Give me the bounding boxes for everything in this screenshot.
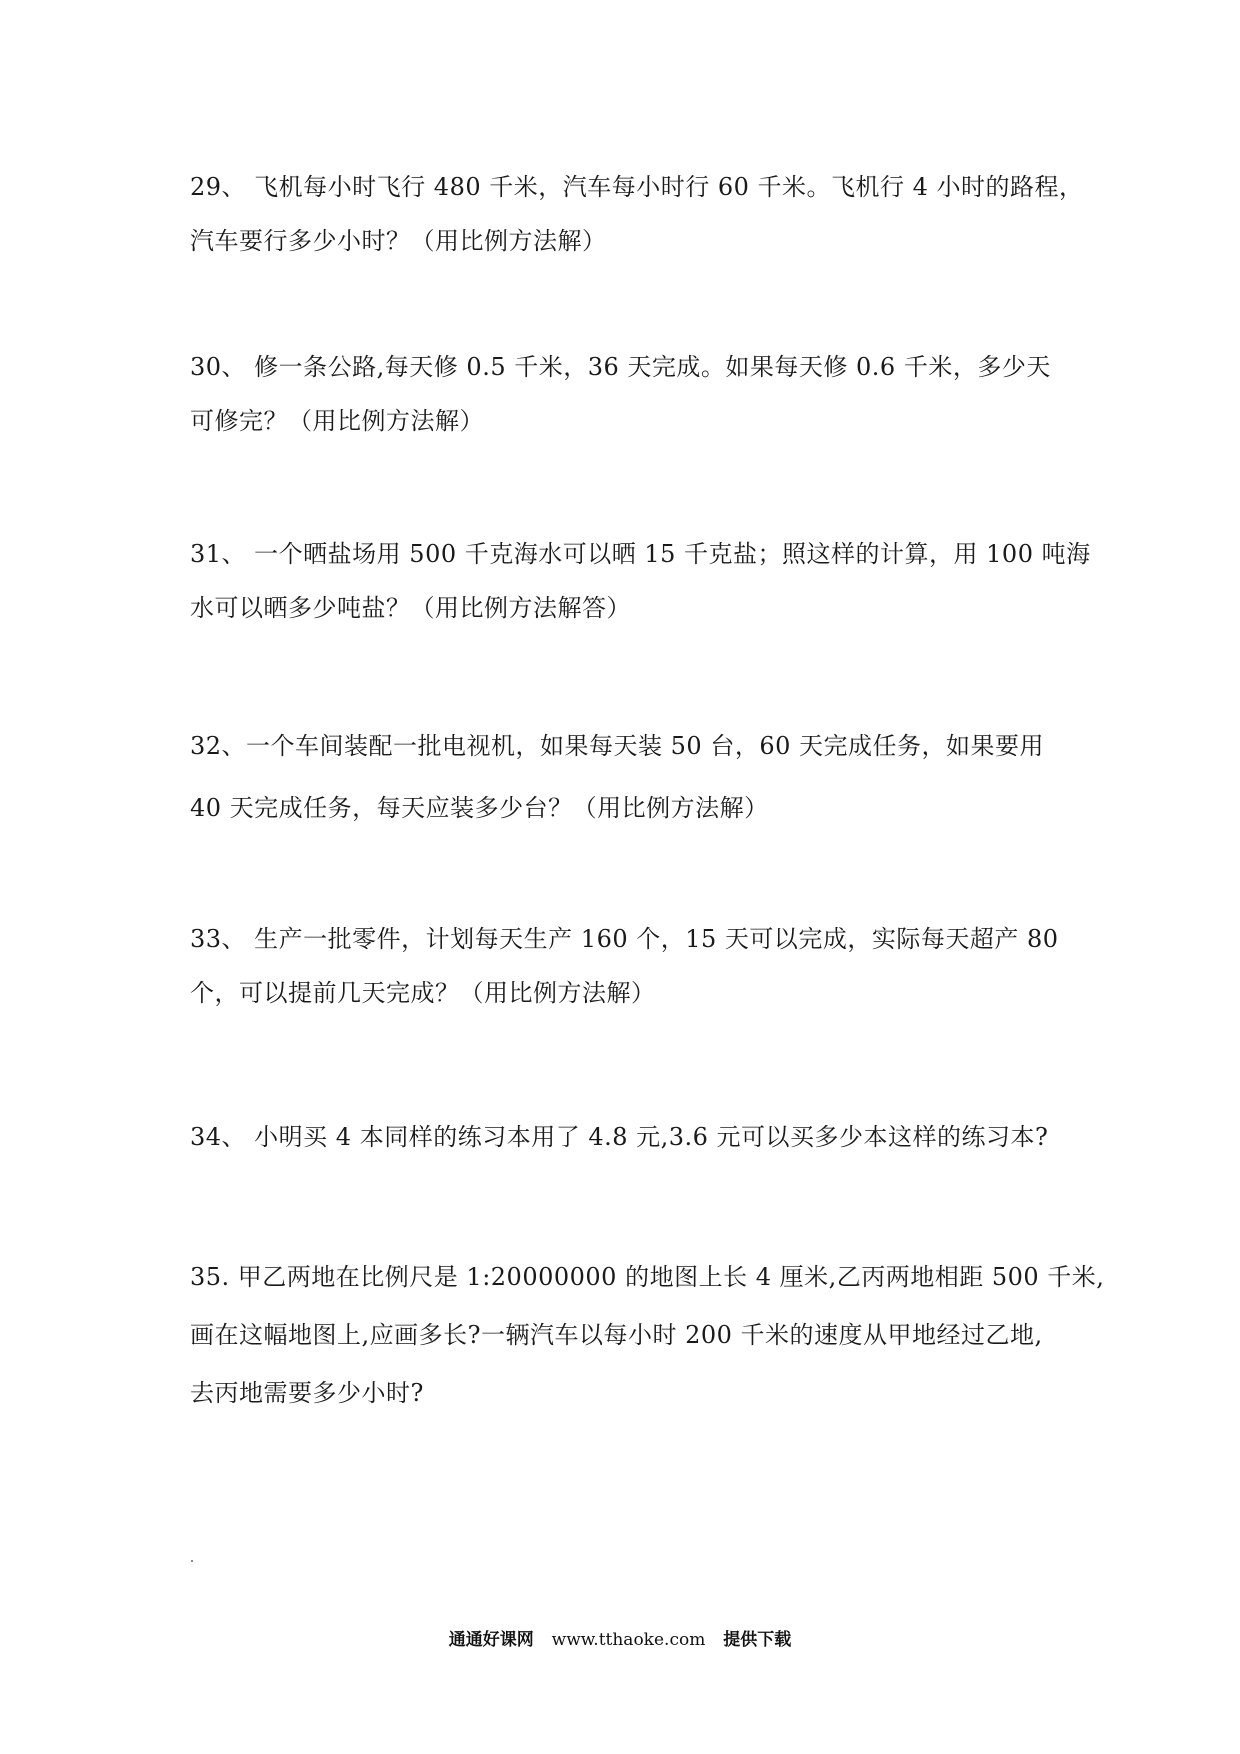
problem-line: 31、 一个晒盐场用 500 千克海水可以晒 15 千克盐；照这样的计算，用 100 吨海 — [190, 540, 1091, 568]
problem-line: 40 天完成任务，每天应装多少台？（用比例方法解） — [190, 794, 769, 822]
problem-29 — [190, 160, 1084, 268]
problem-line: 个，可以提前几天完成？（用比例方法解） — [190, 979, 656, 1007]
problem-line: 33、 生产一批零件，计划每天生产 160 个，15 天可以完成，实际每天超产 80 — [190, 925, 1059, 953]
footer — [0, 1625, 1240, 1650]
problem-34 — [190, 1110, 1070, 1164]
problem-line: 29、 飞机每小时飞行 480 千米，汽车每小时行 60 千米。飞机行 4 小时的路程， — [190, 173, 1084, 201]
footer-brand: 通通好课网 — [448, 1630, 534, 1650]
problem-line: 可修完？（用比例方法解） — [190, 407, 484, 435]
problem-line: 汽车要行多少小时？（用比例方法解） — [190, 227, 607, 255]
problem-line: 画在这幅地图上,应画多长?一辆汽车以每小时 200 千米的速度从甲地经过乙地, — [190, 1321, 1043, 1349]
problem-line: 去丙地需要多少小时? — [190, 1379, 424, 1407]
scan-speck — [191, 1560, 193, 1562]
problem-line: 水可以晒多少吨盐？（用比例方法解答） — [190, 594, 631, 622]
problem-30 — [190, 340, 1070, 448]
footer-site-link[interactable]: www.tthaoke.com — [551, 1630, 706, 1650]
problem-33 — [190, 912, 1070, 1020]
problem-line: 35. 甲乙两地在比例尺是 1:20000000 的地图上长 4 厘米,乙丙两地相距 500 千米, — [190, 1263, 1105, 1291]
problem-31 — [190, 527, 1091, 635]
problem-35 — [190, 1248, 1105, 1422]
footer-action: 提供下载 — [723, 1630, 792, 1650]
problem-line: 30、 修一条公路,每天修 0.5 千米，36 天完成。如果每天修 0.6 千米，多少天 — [190, 353, 1051, 381]
problem-32 — [190, 715, 1070, 839]
problem-line: 34、 小明买 4 本同样的练习本用了 4.8 元,3.6 元可以买多少本这样的练习本? — [190, 1123, 1049, 1151]
problem-line: 32、一个车间装配一批电视机，如果每天装 50 台，60 天完成任务，如果要用 — [190, 732, 1045, 760]
